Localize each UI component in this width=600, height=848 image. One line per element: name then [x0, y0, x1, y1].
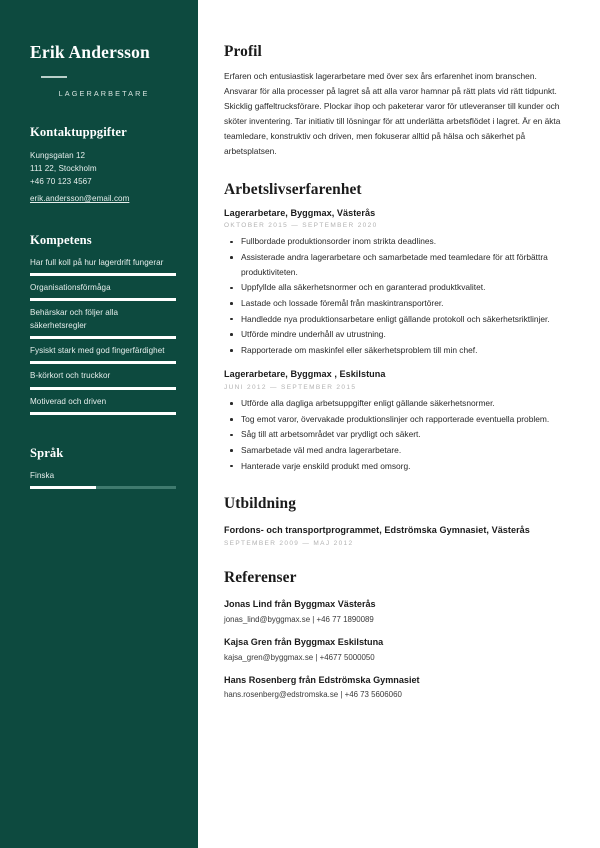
skill-bar-fill	[30, 361, 176, 364]
skill-bar-fill	[30, 298, 176, 301]
education-title: Fordons- och transportprogrammet, Edströmska Gymnasiet, Västerås	[224, 525, 530, 536]
bullet-item: Tog emot varor, övervakade produktionslinjer och rapporterade eventuella problem.	[224, 412, 564, 427]
skills-heading: Kompetens	[30, 232, 92, 247]
reference-entry	[224, 674, 564, 701]
skill-bar-track	[30, 298, 176, 301]
reference-entry	[224, 598, 564, 625]
contact-phone: +46 70 123 4567	[30, 176, 92, 186]
bullet-item: Hanterade varje enskild produkt med omsorg.	[224, 459, 564, 474]
skill-bar-track	[30, 361, 176, 364]
language-bar-fill	[30, 486, 96, 489]
name-divider	[41, 76, 67, 78]
experience-dates: OKTOBER 2015 — SEPTEMBER 2020	[224, 222, 378, 230]
skill-item	[30, 307, 176, 339]
skill-bar-track	[30, 412, 176, 415]
experience-title: Lagerarbetare, Byggmax , Eskilstuna	[224, 369, 386, 380]
reference-name: Jonas Lind från Byggmax Västerås	[224, 599, 376, 609]
skill-bar-track	[30, 336, 176, 339]
experience-entry	[224, 368, 564, 473]
skill-item	[30, 370, 176, 389]
contact-city: 111 22, Stockholm	[30, 163, 97, 173]
languages-heading: Språk	[30, 445, 64, 460]
skill-label: Behärskar och följer alla säkerhetsregler	[30, 308, 119, 330]
bullet-item: Handledde nya produktionsarbetare enligt gällande protokoll och säkerhetsriktlinjer.	[224, 312, 564, 327]
experience-bullets	[224, 234, 564, 357]
bullet-item: Uppfyllde alla säkerhetsnormer och en garanterad produktkvalitet.	[224, 280, 564, 295]
bullet-item: Utförde mindre underhåll av utrustning.	[224, 327, 564, 342]
reference-name: Kajsa Gren från Byggmax Eskilstuna	[224, 636, 384, 647]
languages-list	[30, 470, 176, 489]
skill-bar-track	[30, 273, 176, 276]
reference-entry	[224, 636, 564, 663]
skill-bar-fill	[30, 412, 176, 415]
sidebar	[0, 0, 198, 848]
skill-item	[30, 396, 176, 415]
experience-bullets	[224, 396, 564, 473]
skill-bar-track	[30, 387, 176, 390]
education-entry	[224, 524, 564, 547]
education-dates: SEPTEMBER 2009 — MAJ 2012	[224, 540, 354, 547]
section-heading-experience: Arbetslivserfarenhet	[224, 180, 362, 198]
bullet-item: Rapporterade om maskinfel eller säkerhetsproblem till min chef.	[224, 343, 564, 358]
reference-contact: hans.rosenberg@edstromska.se | +46 73 5606060	[224, 690, 402, 700]
reference-contact: jonas_lind@byggmax.se | +46 77 1890089	[224, 614, 374, 624]
language-label: Finska	[30, 470, 55, 480]
skill-label: Fysiskt stark med god fingerfärdighet	[30, 346, 165, 356]
skill-label: Har full koll på hur lagerdrift fungerar	[30, 257, 164, 267]
skills-list	[30, 257, 176, 415]
skill-item	[30, 257, 176, 276]
section-heading-references: Referenser	[224, 569, 297, 586]
skill-bar-fill	[30, 387, 176, 390]
skill-label: B-körkort och truckkor	[30, 371, 111, 381]
experience-entry	[224, 207, 564, 358]
skill-label: Motiverad och driven	[30, 396, 107, 406]
bullet-item: Fullbordade produktionsorder inom strikta deadlines.	[224, 234, 564, 249]
bullet-item: Såg till att arbetsområdet var prydligt och säkert.	[224, 427, 564, 442]
bullet-item: Assisterade andra lagerarbetare och samarbetade med teamledare för att förbättra produktiviteten.	[224, 250, 564, 279]
contact-email-link[interactable]: erik.andersson@email.com	[30, 193, 130, 203]
profile-text: Erfaren och entusiastisk lagerarbetare med över sex års erfarenhet inom branschen. Ansvarar för alla processer på lagret så att alla varor hamnar på rätt plats vid rätt tidpunkt. Skicklig gaffeltrucksförare. Plockar ihop och paketerar varor för utleveranser till kunder och sköter inventering. Tar initiativ till lösningar för att underlätta arbetsflödet i lagret. Är en äkta teamledare, konstruktiv och driven, men fokuserar alltid på hälsa och säkerhet på arbetsplatsen.	[224, 71, 561, 156]
main-content	[224, 0, 564, 700]
skill-item	[30, 282, 176, 301]
bullet-item: Utförde alla dagliga arbetsuppgifter enligt gällande säkerhetsnormer.	[224, 396, 564, 411]
bullet-item: Samarbetade väl med andra lagerarbetare.	[224, 443, 564, 458]
section-heading-education: Utbildning	[224, 495, 297, 513]
reference-contact: kajsa_gren@byggmax.se | +4677 5000050	[224, 652, 375, 662]
section-heading-profile: Profil	[224, 43, 262, 60]
skill-bar-fill	[30, 336, 176, 339]
skill-item	[30, 345, 176, 364]
bullet-item: Lastade och lossade föremål från maskintransportörer.	[224, 296, 564, 311]
candidate-job-title: LAGERARBETARE	[58, 88, 150, 98]
contact-street: Kungsgatan 12	[30, 150, 86, 160]
experience-title: Lagerarbetare, Byggmax, Västerås	[224, 207, 376, 218]
contact-heading: Kontaktuppgifter	[30, 124, 127, 139]
language-item	[30, 470, 176, 489]
candidate-name: Erik Andersson	[30, 42, 150, 62]
reference-name: Hans Rosenberg från Edströmska Gymnasiet	[224, 674, 420, 685]
experience-dates: JUNI 2012 — SEPTEMBER 2015	[224, 384, 357, 392]
skill-bar-fill	[30, 273, 176, 276]
skill-label: Organisationsförmåga	[30, 283, 111, 293]
language-bar-track	[30, 486, 176, 489]
